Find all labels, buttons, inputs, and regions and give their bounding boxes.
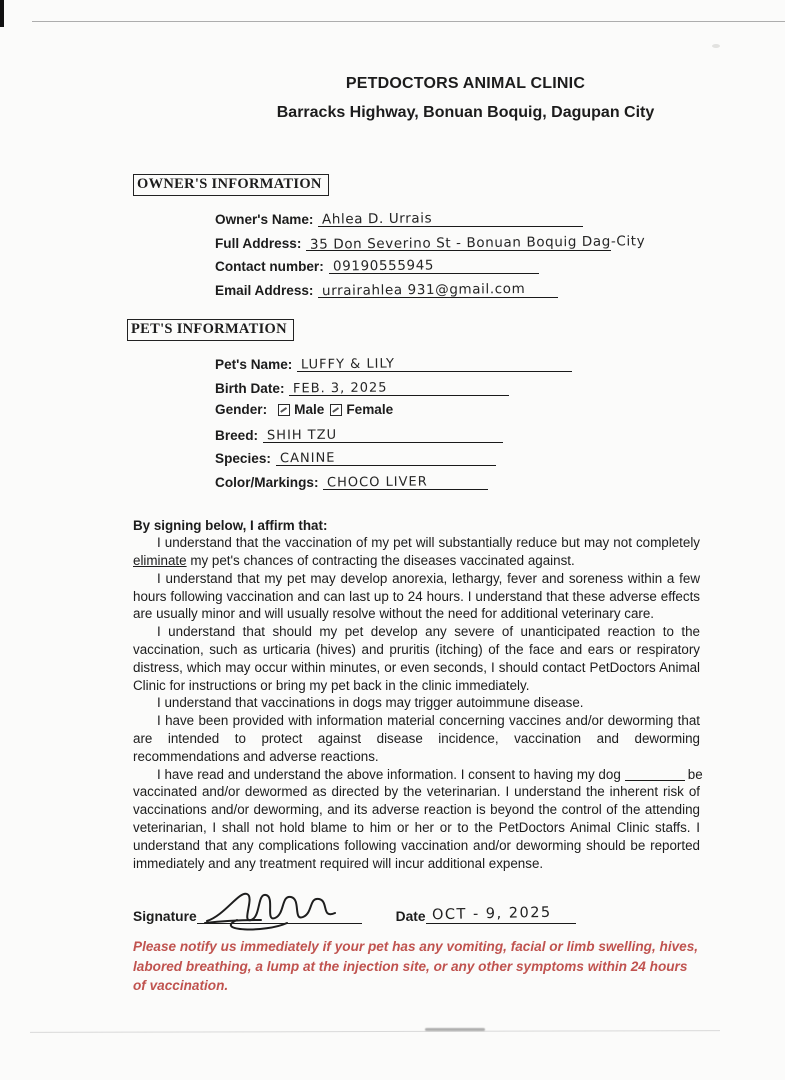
clinic-title: PETDOCTORS ANIMAL CLINIC	[345, 75, 586, 92]
signature-label: Signature	[133, 909, 197, 925]
gender-label: Gender:	[215, 402, 268, 417]
contact-number-value: 09190555945	[332, 257, 434, 275]
owner-name-field	[215, 208, 700, 227]
signature-scribble	[203, 887, 353, 933]
email-address-value: urrairahlea 931@gmail.com	[322, 280, 526, 299]
consent-p1-underlined-word: eliminate	[133, 553, 187, 569]
breed-value: SHIH TZU	[266, 427, 338, 443]
owner-name-value: Ahlea D. Urrais	[322, 210, 433, 228]
color-markings-field	[215, 471, 700, 490]
clinic-address: Barracks Highway, Bonuan Boquig, Dagupan City	[276, 104, 655, 121]
pet-name-label: Pet's Name:	[215, 357, 293, 372]
scan-corner-mark	[0, 0, 4, 27]
consent-paragraph-2: I understand that my pet may develop anorexia, lethargy, fever and soreness within a few hours following vaccination and can last up to 24 hours. I understand that these adverse effects are usually minor and will usually resolve without the need for additional veterinary care.	[133, 570, 700, 622]
species-label: Species:	[215, 451, 271, 466]
breed-label: Breed:	[215, 427, 259, 443]
female-label: Female	[346, 402, 394, 417]
owner-name-line	[318, 208, 583, 227]
scan-bottom-smudge	[425, 1028, 485, 1031]
birth-date-value: FEB. 3, 2025	[293, 380, 389, 396]
clinic-header	[133, 75, 700, 122]
consent-paragraph-3: I understand that should my pet develop any severe of unanticipated reaction to the vaccination, such as urticaria (hives) and pruritis (itching) of the face and ears or respiratory distress, which may occur within minutes, or even seconds, I should contact PetDoctors Animal Clinic for instructions or bring my pet back in the clinic immediately.	[133, 624, 700, 693]
consent-p6-lead: I have read and understand the above information. I consent to having my dog	[157, 766, 621, 782]
full-address-value: 35 Don Severino St - Bonuan Boquig Dag-City	[310, 232, 646, 253]
consent-paragraph-5: I have been provided with information material concerning vaccines and/or deworming that are intended to protect against disease incidence, vaccination and deworming recommendations and adverse reactions.	[133, 713, 700, 764]
consent-paragraph-4: I understand that vaccinations in dogs may trigger autoimmune disease.	[157, 695, 584, 711]
post-vaccination-notice: Please notify us immediately if your pet has any vomiting, facial or limb swelling, hives, labored breathing, a lump at the injection site, or any other symptoms within 24 hours of vaccination.	[133, 939, 699, 994]
consent-text-block	[133, 517, 703, 873]
owner-fields	[215, 208, 700, 298]
male-label: Male	[294, 402, 325, 417]
pet-name-value: LUFFY & LILY	[301, 356, 396, 373]
date-line	[426, 899, 576, 924]
date-label: Date	[395, 909, 426, 925]
email-address-line	[318, 279, 558, 298]
scan-smudge	[712, 44, 720, 48]
consent-paragraph-6-line1	[133, 766, 703, 784]
contact-number-line	[329, 255, 539, 274]
pet-fields	[215, 353, 700, 490]
scan-bottom-edge-line	[30, 1030, 720, 1033]
male-checkbox-icon	[278, 404, 290, 416]
contact-number-label: Contact number:	[215, 259, 324, 274]
date-value: OCT - 9, 2025	[431, 905, 552, 924]
consent-paragraph-6-rest: vaccinated and/or dewormed as directed by the veterinarian. I understand the inherent risk of vaccinations and/or deworming, and its adverse reaction is beyond the control of the attending veterinarian, I shall not hold blame to him or her or to the PetDoctors Animal Clinic staffs. I understand that any complications following vaccination and/or deworming should be reported immediately and any treatment required will incur additional expense.	[133, 784, 700, 871]
scan-top-edge-line	[32, 21, 785, 22]
signature-date-row	[133, 898, 700, 924]
full-address-label: Full Address:	[215, 235, 302, 251]
breed-field	[215, 424, 700, 443]
consent-paragraph-1	[133, 534, 700, 570]
gender-field	[215, 400, 700, 419]
contact-number-field	[215, 255, 700, 274]
signature-line	[197, 899, 362, 924]
pet-name-line	[297, 353, 572, 372]
birth-date-label: Birth Date:	[215, 380, 285, 396]
birth-date-field	[215, 377, 700, 396]
birth-date-line	[289, 377, 509, 396]
color-markings-line	[323, 471, 488, 490]
email-address-label: Email Address:	[215, 282, 314, 298]
consent-p1-text: I understand that the vaccination of my pet will substantially reduce but may not completely	[157, 535, 700, 551]
female-checkbox-icon	[330, 404, 342, 416]
full-address-line	[306, 232, 646, 253]
pet-information-header: PET'S INFORMATION	[127, 319, 294, 341]
dog-name-blank-line	[625, 780, 685, 781]
pet-name-field	[215, 353, 700, 372]
consent-p1-text-end: my pet's chances of contracting the diseases vaccinated against.	[186, 553, 575, 569]
full-address-field	[215, 232, 700, 251]
email-address-field	[215, 279, 700, 298]
species-field	[215, 447, 700, 466]
species-value: CANINE	[279, 450, 336, 467]
owner-information-header: OWNER'S INFORMATION	[133, 174, 329, 196]
owner-name-label: Owner's Name:	[215, 212, 314, 227]
consent-p6-tail: be	[687, 766, 703, 782]
species-line	[276, 447, 496, 466]
color-markings-value: CHOCO LIVER	[327, 473, 429, 491]
consent-intro: By signing below, I affirm that:	[133, 517, 328, 533]
breed-line	[263, 424, 503, 443]
color-markings-label: Color/Markings:	[215, 474, 319, 490]
